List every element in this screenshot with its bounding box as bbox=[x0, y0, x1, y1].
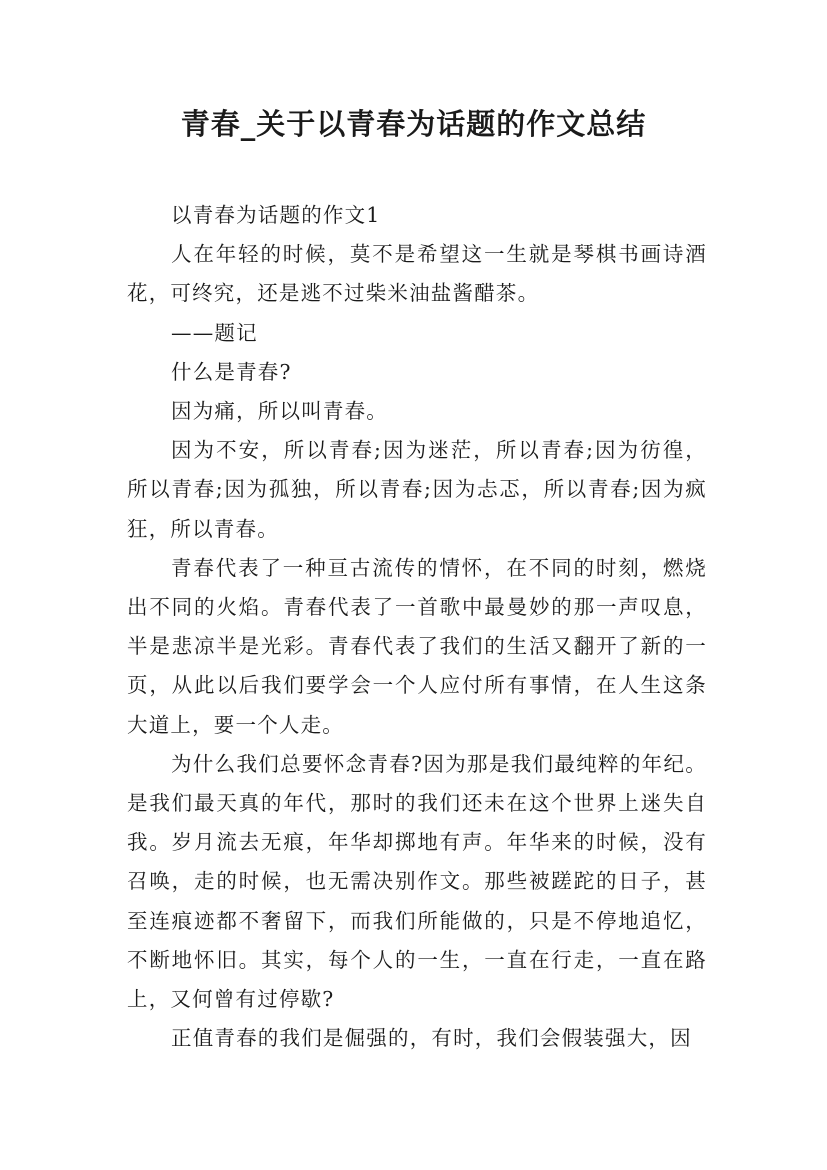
paragraph: 什么是青春? bbox=[171, 359, 292, 384]
document-title: 青春_关于以青春为话题的作文总结 bbox=[180, 107, 647, 141]
paragraph: 正值青春的我们是倔强的，有时，我们会假装强大，因 bbox=[171, 1026, 692, 1051]
paragraph-epigraph-attribution: ——题记 bbox=[171, 320, 258, 345]
paragraph: 为什么我们总要怀念青春?因为那是我们最纯粹的年纪。是我们最天真的年代，那时的我们还未在这个世界上迷失自我。岁月流去无痕，年华却掷地有声。年华来的时候，没有召唤，走的时候，也无需决别作文。那些被蹉跎的日子，甚至连痕迹都不奢留下，而我们所能做的，只是不停地追忆，不断地怀旧。其实，每个人的一生，一直在行走，一直在路上，又何曾有过停歇? bbox=[127, 751, 707, 1012]
document-body bbox=[127, 196, 707, 1058]
paragraph: 因为痛，所以叫青春。 bbox=[171, 399, 388, 424]
paragraph: 因为不安，所以青春;因为迷茫，所以青春;因为彷徨，所以青春;因为孤独，所以青春;因为忐忑，所以青春;因为疯狂，所以青春。 bbox=[127, 438, 707, 541]
paragraph-heading: 以青春为话题的作文1 bbox=[171, 203, 381, 227]
paragraph: 青春代表了一种亘古流传的情怀，在不同的时刻，燃烧出不同的火焰。青春代表了一首歌中最曼妙的那一声叹息，半是悲凉半是光彩。青春代表了我们的生活又翻开了新的一页，从此以后我们要学会一个人应付所有事情，在人生这条大道上，要一个人走。 bbox=[127, 555, 707, 737]
paragraph: 人在年轻的时候，莫不是希望这一生就是琴棋书画诗酒花，可终究，还是逃不过柴米油盐酱醋茶。 bbox=[127, 242, 707, 306]
